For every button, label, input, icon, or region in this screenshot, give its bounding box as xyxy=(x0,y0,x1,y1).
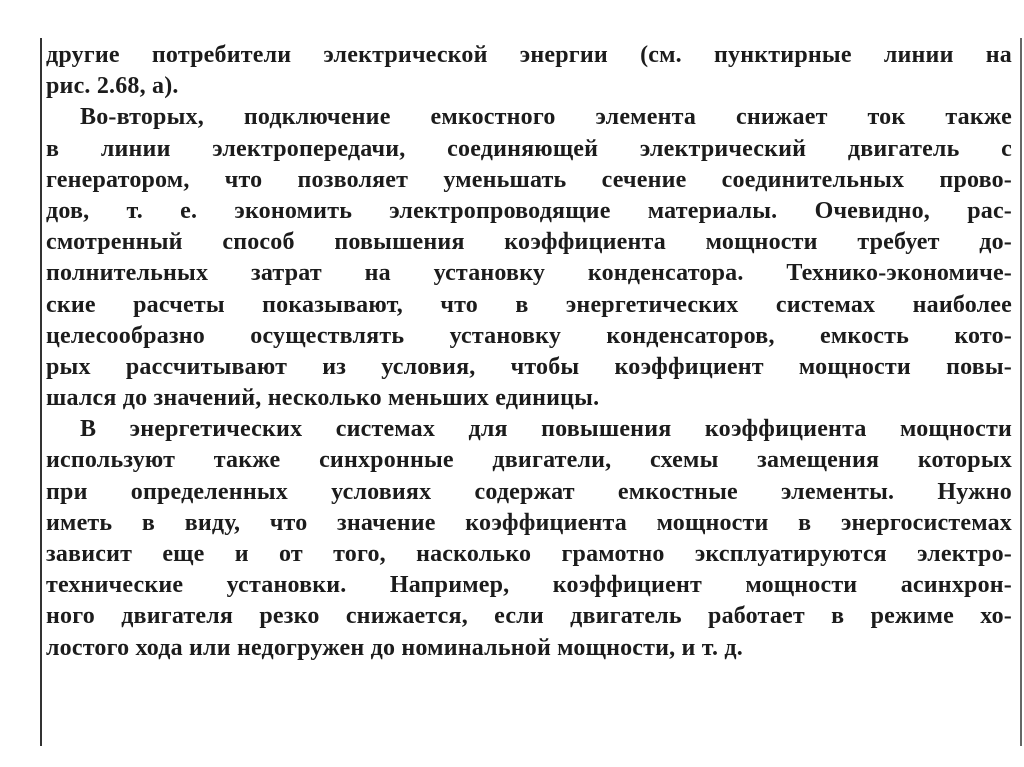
text-line-2: рис. 2.68, a). xyxy=(46,73,179,100)
text-line-9: ские расчеты показывают, что в энергетических системах наиболее xyxy=(46,291,1012,318)
text-line-18: технические установки. Например, коэффициент мощности асинхрон- xyxy=(46,572,1012,599)
text-line-14: используют также синхронные двигатели, схемы замещения которых xyxy=(46,447,1012,474)
text-line-15: при определенных условиях содержат емкостные элементы. Нужно xyxy=(46,478,1012,505)
text-line-8: полнительных затрат на установку конденсатора. Технико-экономиче- xyxy=(46,260,1012,287)
text-line-10: целесообразно осуществлять установку конденсаторов, емкость кото- xyxy=(46,322,1012,349)
text-line-6: дов, т. е. экономить электропроводящие материалы. Очевидно, рас- xyxy=(46,197,1012,224)
text-line-19: ного двигателя резко снижается, если двигатель работает в режиме хо- xyxy=(46,603,1012,630)
text-line-7: смотренный способ повышения коэффициента мощности требует до- xyxy=(46,229,1012,256)
text-line-17: зависит еще и от того, насколько грамотно эксплуатируются электро- xyxy=(46,541,1012,567)
text-line-5: генератором, что позволяет уменьшать сечение соединительных прово- xyxy=(46,166,1012,193)
text-line-11: рых рассчитывают из условия, чтобы коэффициент мощности повы- xyxy=(46,353,1012,380)
text-line-16: иметь в виду, что значение коэффициента мощности в энергосистемах xyxy=(46,509,1012,536)
text-line-12: шался до значений, несколько меньших единицы. xyxy=(46,385,600,412)
text-line-3: Во-вторых, подключение емкостного элемента снижает ток также xyxy=(80,104,1012,131)
text-line-13: В энергетических системах для повышения коэффициента мощности xyxy=(80,416,1012,443)
text-line-4: в линии электропередачи, соединяющей электрический двигатель с xyxy=(46,135,1012,162)
document-text xyxy=(46,40,1012,664)
text-line-20: лостого хода или недогружен до номинальной мощности, и т. д. xyxy=(46,634,743,661)
text-line-1: другие потребители электрической энергии (см. пунктирные линии на xyxy=(46,42,1012,68)
